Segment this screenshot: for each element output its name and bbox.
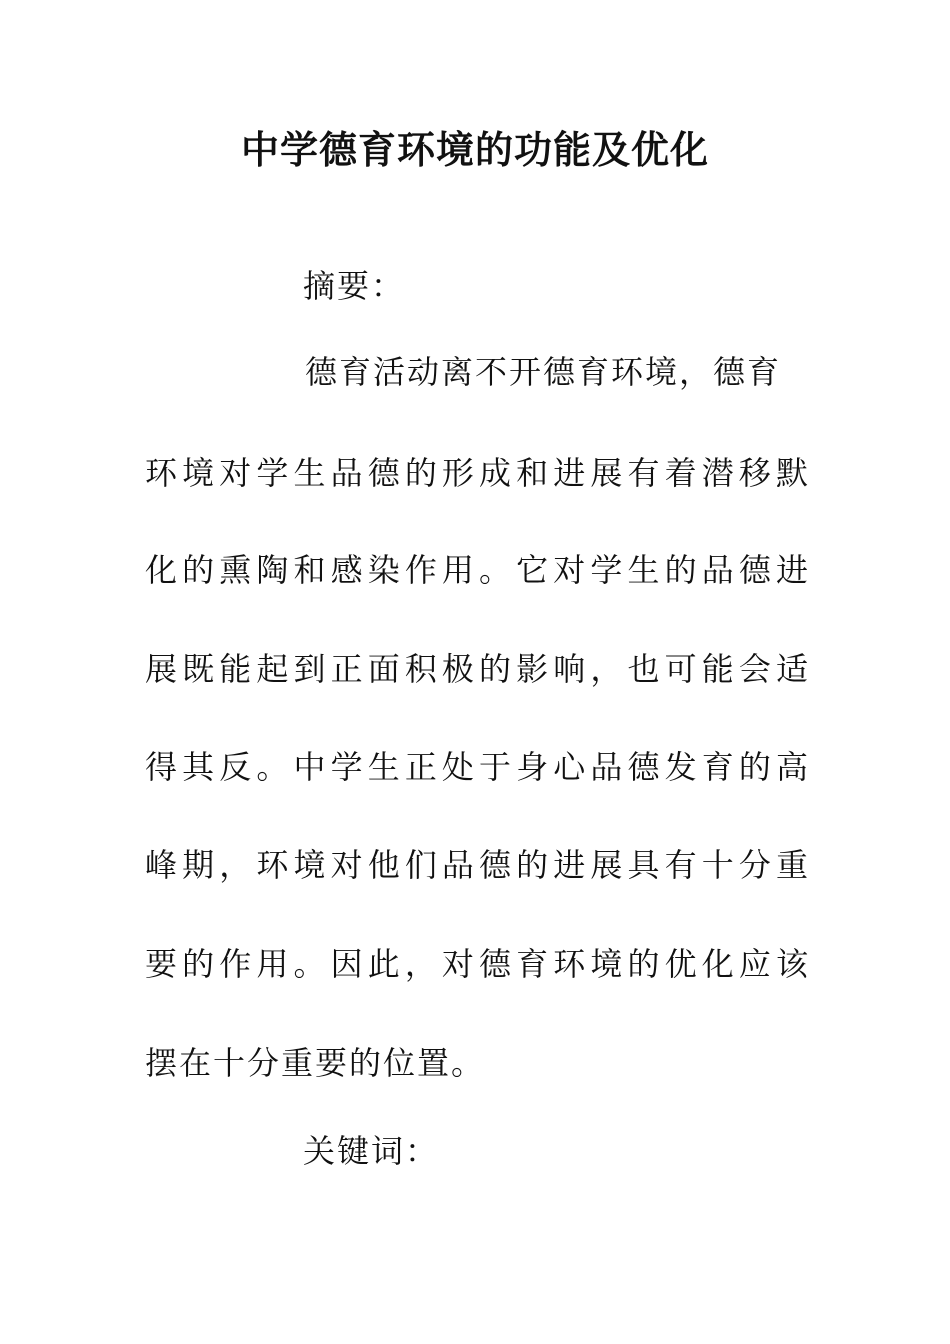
- abstract-line: 环境对学生品德的形成和进展有着潜移默: [145, 454, 810, 492]
- abstract-line: 德育活动离不开德育环境，德育: [305, 353, 782, 391]
- keywords-label: 关键词：: [303, 1132, 440, 1170]
- abstract-line: 摆在十分重要的位置。: [145, 1044, 486, 1082]
- abstract-line: 展既能起到正面积极的影响，也可能会适: [145, 650, 810, 688]
- abstract-line: 要的作用。因此，对德育环境的优化应该: [145, 945, 810, 983]
- abstract-line: 峰期，环境对他们品德的进展具有十分重: [145, 846, 810, 884]
- abstract-line: 化的熏陶和感染作用。它对学生的品德进: [145, 551, 810, 589]
- document-title: 中学德育环境的功能及优化: [240, 128, 709, 172]
- abstract-label: 摘要：: [303, 267, 406, 305]
- abstract-line: 得其反。中学生正处于身心品德发育的高: [145, 748, 810, 786]
